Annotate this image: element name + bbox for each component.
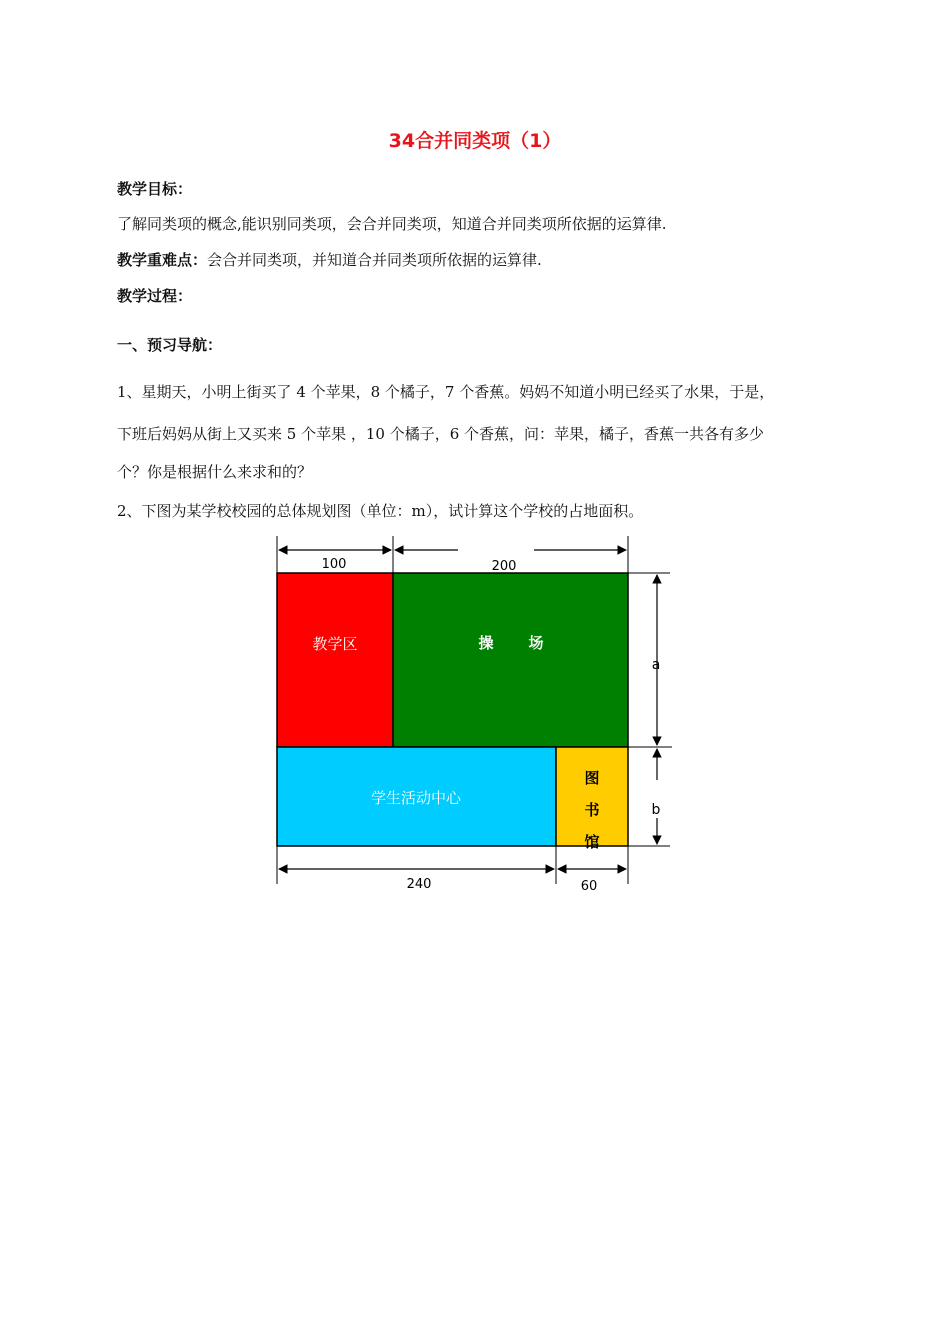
objectives-text: 了解同类项的概念,能识别同类项，会合并同类项，知道合并同类项所依据的运算律. — [117, 215, 667, 233]
dim-label-60: 60 — [580, 879, 598, 894]
dim-label-b: b — [651, 802, 661, 818]
problem1-line1: 1、星期天，小明上街买了 4 个苹果，8 个橘子，7 个香蕉。妈妈不知道小明已经买了水果，于是， — [117, 383, 775, 401]
dim-label-200: 200 — [491, 559, 517, 574]
objectives-heading: 教学目标： — [117, 180, 193, 198]
dim-label-240: 240 — [406, 877, 432, 892]
problem1-line3: 个？你是根据什么来求和的？ — [117, 463, 313, 481]
library-label-1: 图 — [584, 769, 600, 787]
dim-label-a: a — [651, 657, 661, 673]
library-region — [556, 747, 628, 846]
playground-label-right: 场 — [528, 634, 544, 652]
process-heading: 教学过程： — [117, 287, 193, 305]
section1-heading: 一、预习导航： — [117, 336, 223, 354]
problem2-line: 2、下图为某学校校园的总体规划图（单位：m），试计算这个学校的占地面积。 — [117, 502, 644, 520]
playground-region — [393, 573, 628, 747]
playground-label-left: 操 — [478, 634, 494, 652]
library-label-3: 馆 — [584, 833, 600, 851]
page-title: 34合并同类项（1） — [388, 130, 562, 152]
keypoints-heading: 教学重难点： — [117, 251, 208, 269]
activity-center-label: 学生活动中心 — [370, 789, 462, 807]
teaching-area-label: 教学区 — [312, 635, 358, 653]
teaching-area-region — [277, 573, 393, 747]
dim-label-100: 100 — [321, 557, 347, 572]
keypoints-text: 会合并同类项，并知道合并同类项所依据的运算律. — [207, 251, 542, 269]
problem1-line2: 下班后妈妈从街上又买来 5 个苹果 ，10 个橘子，6 个香蕉，问：苹果，橘子，香蕉一共各有多少 — [117, 425, 765, 443]
library-label-2: 书 — [584, 801, 600, 819]
